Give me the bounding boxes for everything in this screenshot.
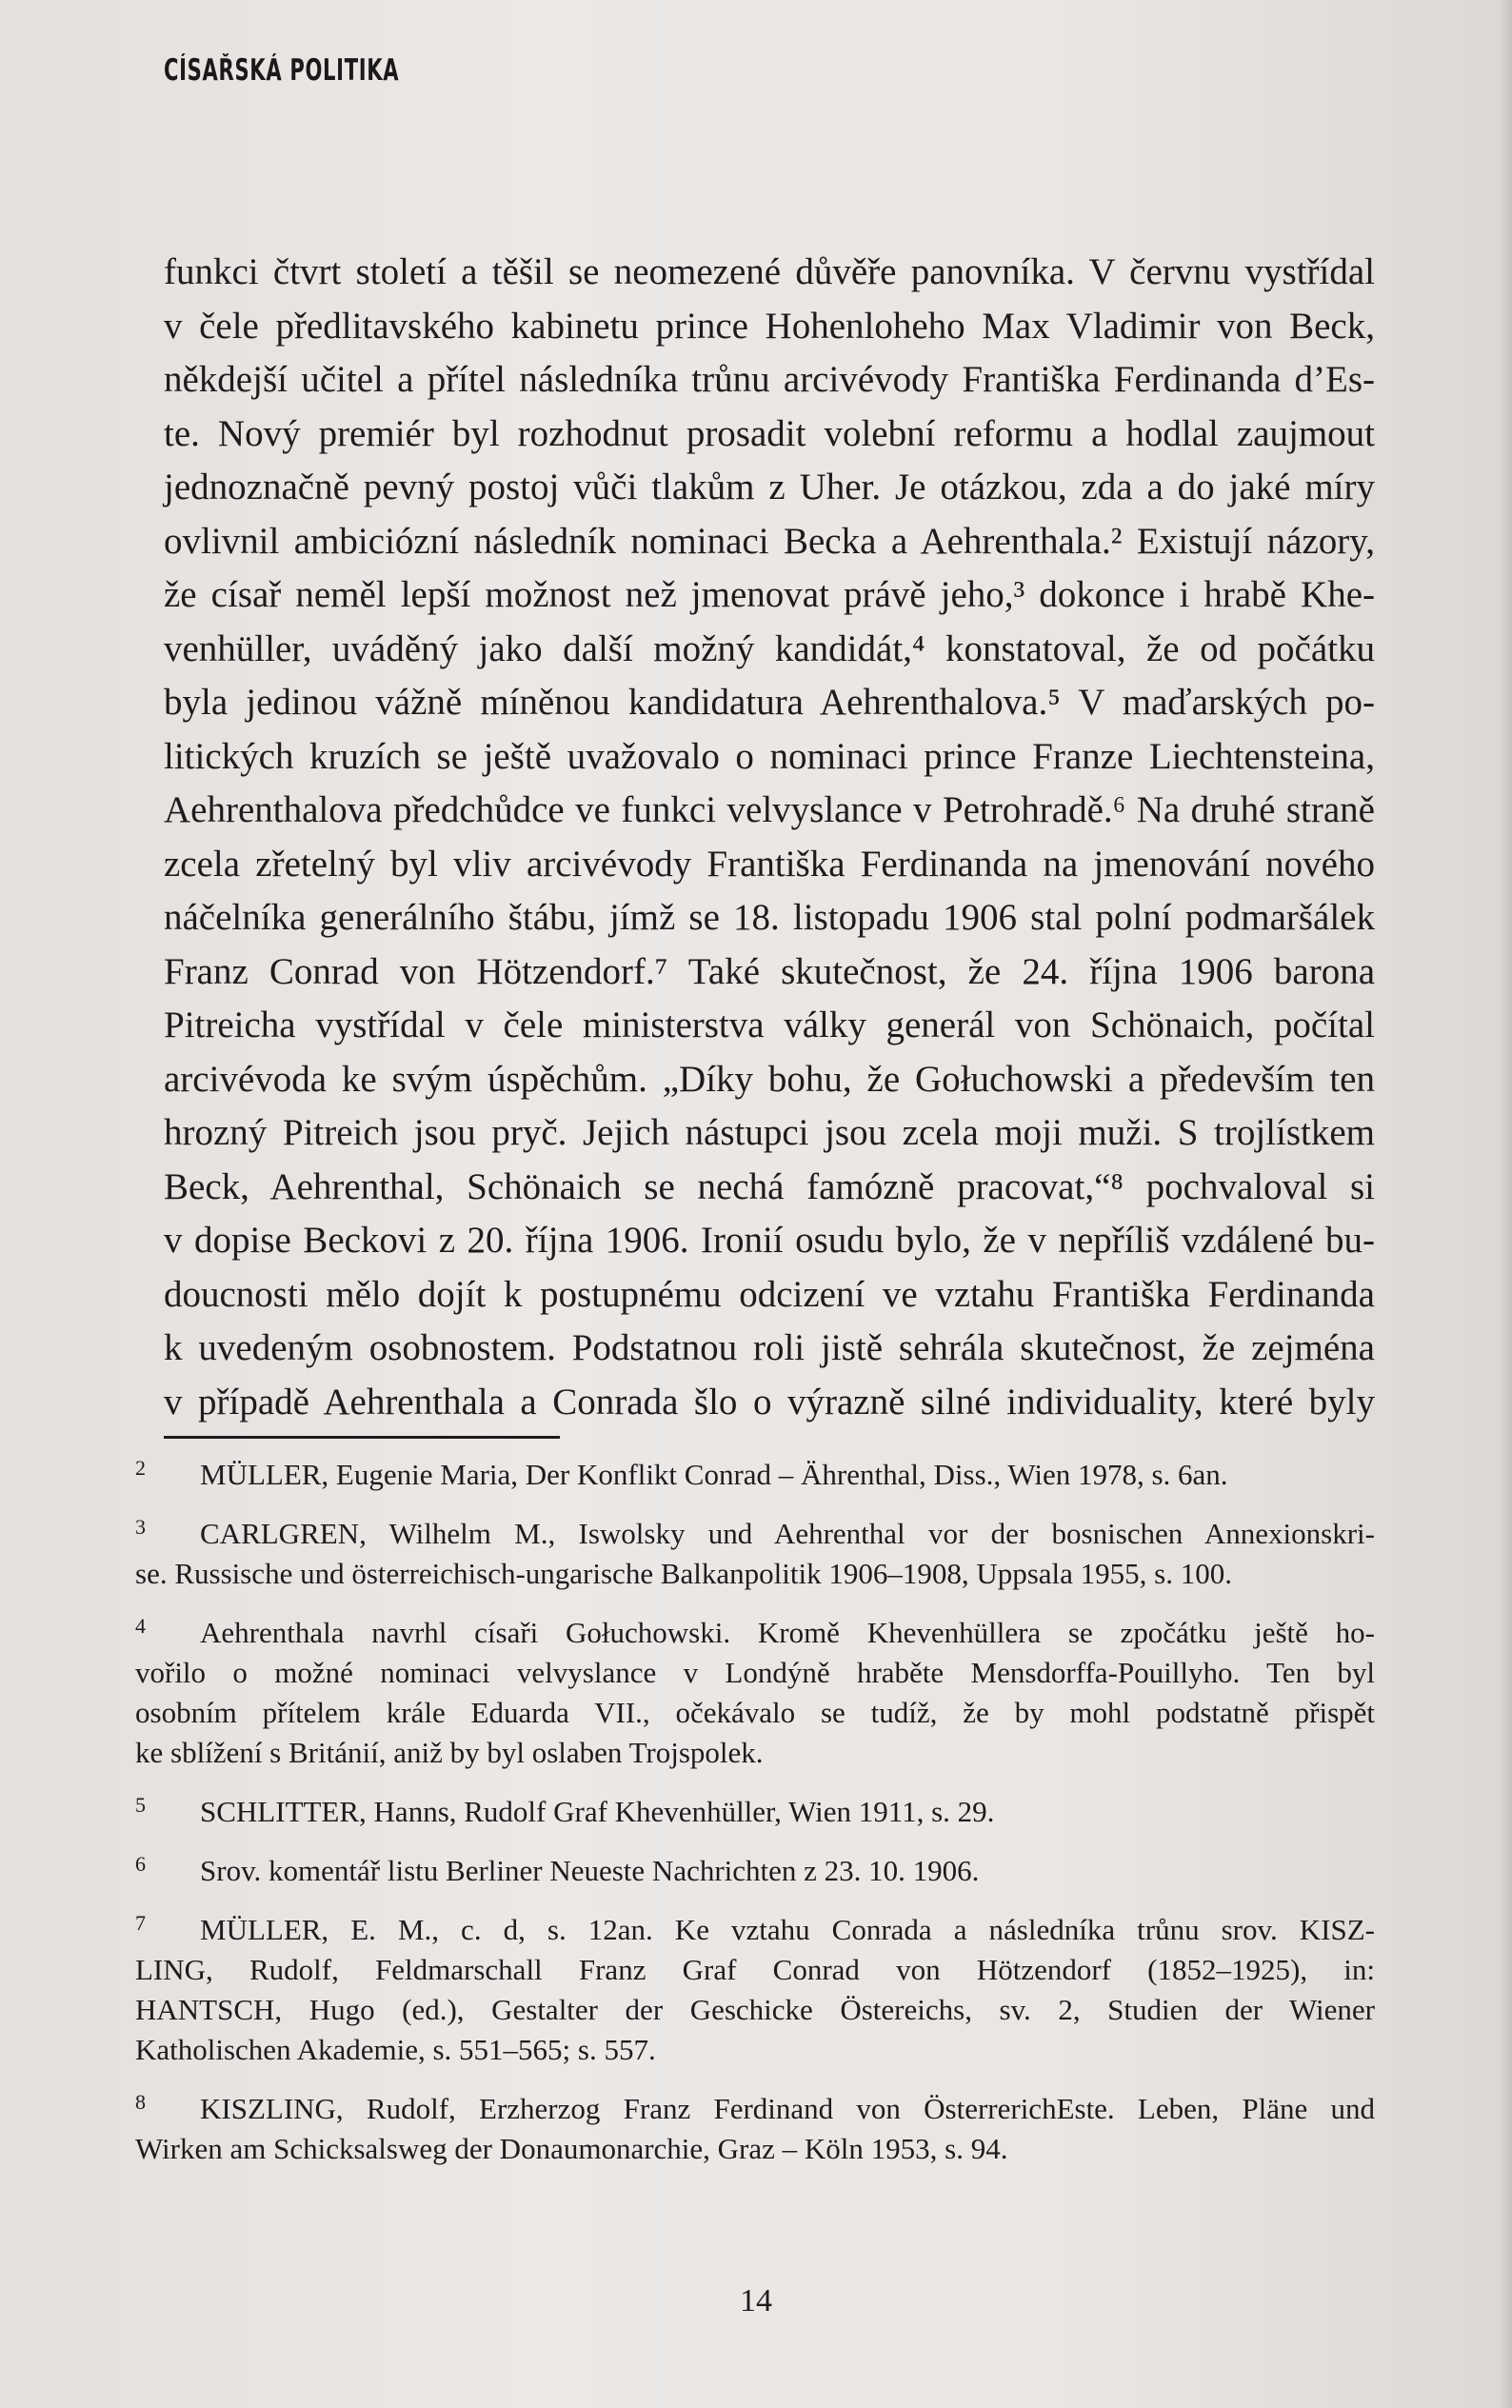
body-line: v dopise Beckovi z 20. října 1906. Ironií osudu bylo, že v nepříliš vzdálené bu-	[164, 1220, 1375, 1261]
footnote-line: vořilo o možné nominaci velvyslance v Londýně hraběte Mensdorffa-Pouillyho. Ten byl	[135, 1656, 1375, 1689]
body-line: v případě Aehrenthala a Conrada šlo o výrazně silné individuality, které byly	[164, 1381, 1375, 1423]
footnote	[135, 1851, 1375, 1891]
body-line: arcivévoda ke svým úspěchům. „Díky bohu, že Gołuchowski a především ten	[164, 1058, 1375, 1100]
footnote-line: osobním přítelem krále Eduarda VII., očekávalo se tudíž, že by mohl podstatně přispět	[135, 1696, 1375, 1729]
body-line: Aehrenthalova předchůdce ve funkci velvyslance v Petrohradě.⁶ Na druhé straně	[164, 789, 1375, 830]
footnotes	[135, 1455, 1375, 2188]
body-line: v čele předlitavského kabinetu prince Hohenloheho Max Vladimir von Beck,	[164, 305, 1375, 347]
body-line: zcela zřetelný byl vliv arcivévody Františka Ferdinanda na jmenování nového	[164, 843, 1375, 885]
footnote-line: CARLGREN, Wilhelm M., Iswolsky und Aehrenthal vor der bosnischen Annexionskri-	[200, 1517, 1375, 1550]
footnote	[135, 1910, 1375, 2070]
footnote	[135, 1792, 1375, 1832]
footnote-line: Katholischen Akademie, s. 551–565; s. 557.	[135, 2033, 656, 2066]
body-line: že císař neměl lepší možnost než jmenovat právě jeho,³ dokonce i hrabě Khe-	[164, 574, 1375, 615]
footnote-line: Aehrenthala navrhl císaři Gołuchowski. Kromě Khevenhüllera se zpočátku ještě ho-	[200, 1616, 1375, 1649]
body-line: venhüller, uváděný jako další možný kandidát,⁴ konstatoval, že od počátku	[164, 627, 1375, 669]
body-line: hrozný Pitreich jsou pryč. Jejich nástupci jsou zcela moji muži. S trojlístkem	[164, 1112, 1375, 1153]
footnote	[135, 1455, 1375, 1495]
footnote-line: LING, Rudolf, Feldmarschall Franz Graf Conrad von Hötzendorf (1852–1925), in:	[135, 1953, 1375, 1986]
body-line: te. Nový premiér byl rozhodnut prosadit volební reformu a hodlal zaujmout	[164, 412, 1375, 454]
footnote-line: Wirken am Schicksalsweg der Donaumonarchie, Graz – Köln 1953, s. 94.	[135, 2132, 1008, 2165]
footnote-number: 2	[135, 1456, 146, 1480]
body-line: litických kruzích se ještě uvažovalo o nominaci prince Franze Liechtensteina,	[164, 735, 1375, 777]
footnote-number: 3	[135, 1515, 146, 1539]
body-line: byla jedinou vážně míněnou kandidatura Aehrenthalova.⁵ V maďarských po-	[164, 682, 1375, 723]
footnote-line: Srov. komentář listu Berliner Neueste Nachrichten z 23. 10. 1906.	[200, 1854, 980, 1887]
footnote-number: 8	[135, 2090, 146, 2114]
body-line: jednoznačně pevný postoj vůči tlakům z Uher. Je otázkou, zda a do jaké míry	[164, 467, 1375, 507]
footnote-line: HANTSCH, Hugo (ed.), Gestalter der Geschicke Östereichs, sv. 2, Studien der Wiener	[135, 1993, 1375, 2026]
footnote-line: se. Russische und österreichisch-ungarische Balkanpolitik 1906–1908, Uppsala 1955, s. 100.	[135, 1557, 1232, 1590]
running-head: CÍSAŘSKÁ POLITIKA	[164, 53, 400, 88]
footnote-separator	[164, 1436, 560, 1439]
body-text	[164, 246, 1375, 1429]
footnote	[135, 1514, 1375, 1594]
footnote-number: 5	[135, 1793, 146, 1817]
body-line: Pitreicha vystřídal v čele ministerstva války generál von Schönaich, počítal	[164, 1005, 1375, 1045]
body-line: funkci čtvrt století a těšil se neomezené důvěře panovníka. V červnu vystřídal	[164, 251, 1375, 292]
footnote-line: MÜLLER, E. M., c. d, s. 12an. Ke vztahu Conrada a následníka trůnu srov. KISZ-	[200, 1913, 1375, 1946]
footnote-line: KISZLING, Rudolf, Erzherzog Franz Ferdinand von ÖsterrerichEste. Leben, Pläne und	[200, 2092, 1375, 2125]
footnote-line: ke sblížení s Británií, aniž by byl oslaben Trojspolek.	[135, 1736, 764, 1769]
footnote-number: 6	[135, 1852, 146, 1876]
body-line: k uvedeným osobnostem. Podstatnou roli jistě sehrála skutečnost, že zejména	[164, 1327, 1375, 1368]
body-line: doucnosti mělo dojít k postupnému odcizení ve vztahu Františka Ferdinanda	[164, 1273, 1375, 1315]
footnote-number: 4	[135, 1614, 146, 1638]
body-line: někdejší učitel a přítel následníka trůnu arcivévody Františka Ferdinanda d’Es-	[164, 359, 1375, 400]
body-line: Franz Conrad von Hötzendorf.⁷ Také skutečnost, že 24. října 1906 barona	[164, 950, 1375, 992]
footnote-number: 7	[135, 1911, 146, 1935]
page-number: 14	[740, 2283, 772, 2318]
body-line: náčelníka generálního štábu, jímž se 18. listopadu 1906 stal polní podmaršálek	[164, 897, 1375, 938]
footnote-line: SCHLITTER, Hanns, Rudolf Graf Khevenhüller, Wien 1911, s. 29.	[200, 1795, 995, 1828]
body-line: Beck, Aehrenthal, Schönaich se nechá famózně pracovat,“⁸ pochvaloval si	[164, 1165, 1375, 1207]
body-line: ovlivnil ambiciózní následník nominaci Becka a Aehrenthala.² Existují názory,	[164, 520, 1375, 562]
footnote	[135, 2089, 1375, 2169]
footnote-line: MÜLLER, Eugenie Maria, Der Konflikt Conrad – Ährenthal, Diss., Wien 1978, s. 6an.	[200, 1458, 1228, 1491]
footnote	[135, 1613, 1375, 1773]
